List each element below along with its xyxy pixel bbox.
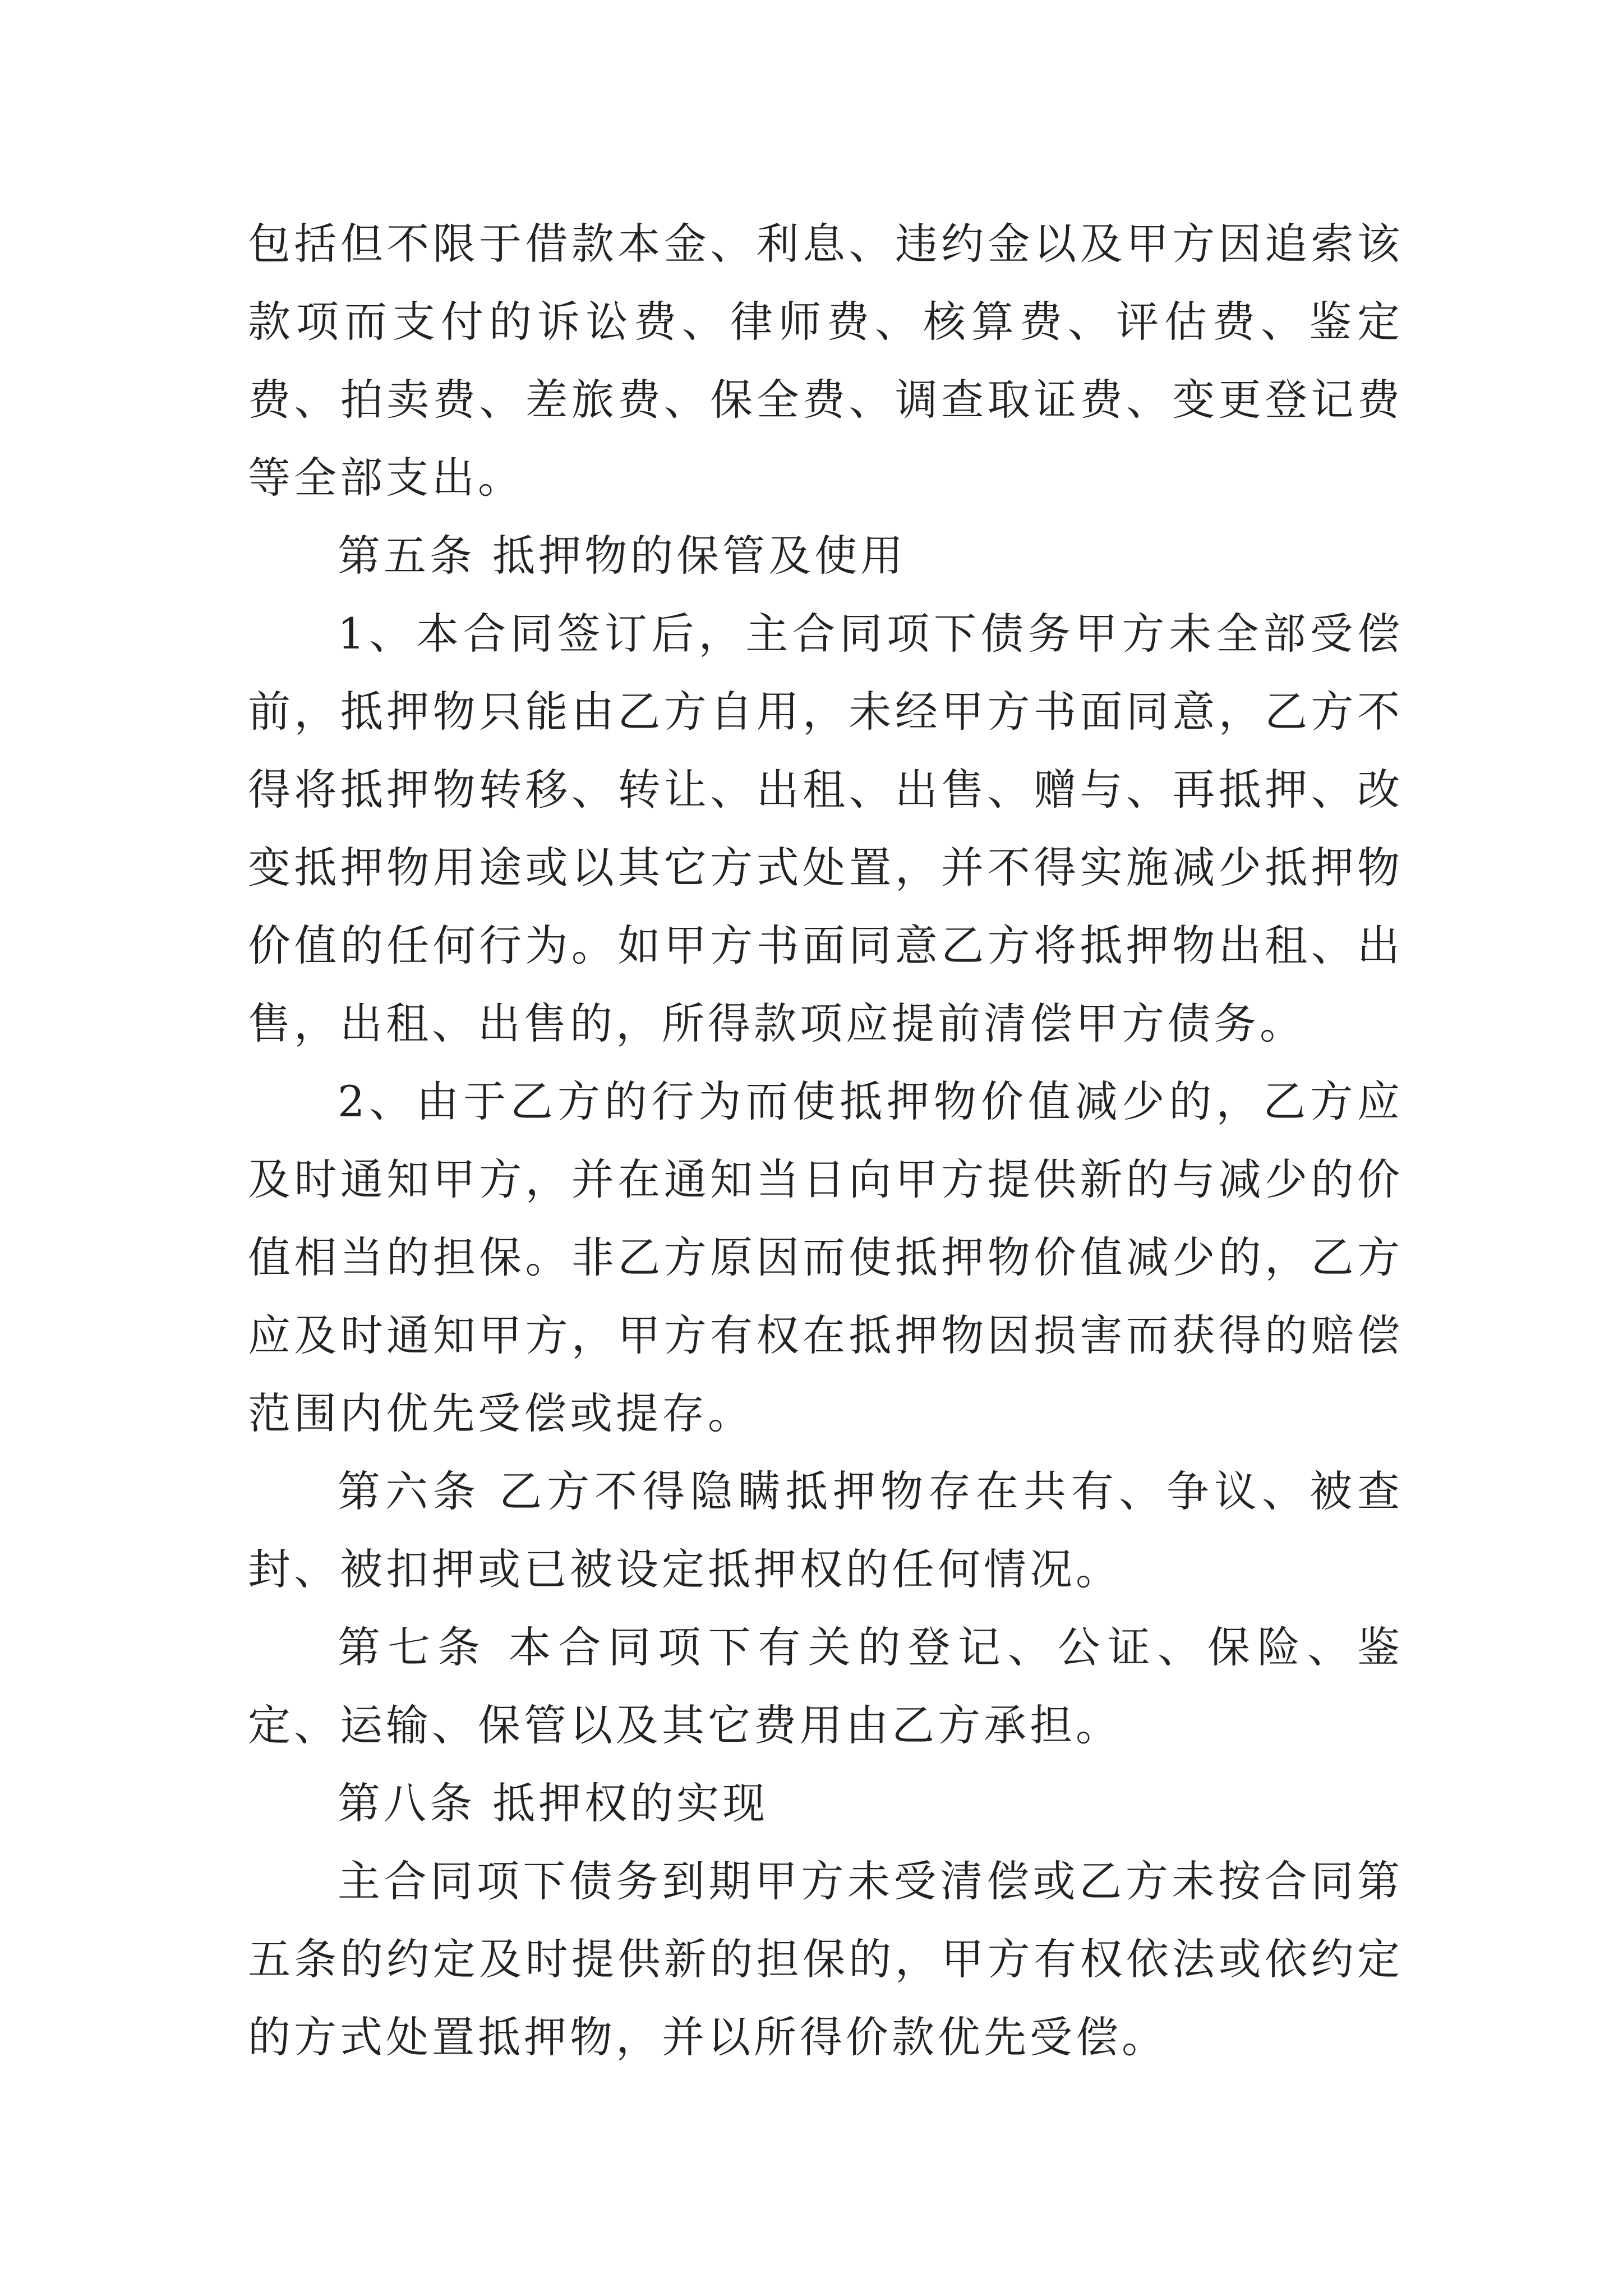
article-5-clause-2: 2、由于乙方的行为而使抵押物价值减少的，乙方应及时通知甲方，并在通知当日向甲方提供新的与减少的价值相当的担保。非乙方原因而使抵押物价值减少的，乙方应及时通知甲方，甲方有权在抵押物因损害而获得的赔偿范围内优先受偿或提存。 — [248, 1076, 1403, 1438]
article-8-clause: 主合同项下债务到期甲方未受清偿或乙方未按合同第五条的约定及时提供新的担保的，甲方有权依法或依约定的方式处置抵押物，并以所得价款优先受偿。 — [248, 1856, 1403, 2062]
article-6-clause: 第六条 乙方不得隐瞒抵押物存在共有、争议、被查封、被扣押或已被设定抵押权的任何情况。 — [248, 1466, 1403, 1594]
article-8-heading: 第八条 抵押权的实现 — [338, 1778, 769, 1828]
article-5-clause-1: 1、本合同签订后，主合同项下债务甲方未全部受偿前，抵押物只能由乙方自用，未经甲方书面同意，乙方不得将抵押物转移、转让、出租、出售、赠与、再抵押、改变抵押物用途或以其它方式处置，并不得实施减少抵押物价值的任何行为。如甲方书面同意乙方将抵押物出租、出售，出租、出售的，所得款项应提前清偿甲方债务。 — [248, 609, 1403, 1048]
article-7-clause: 第七条 本合同项下有关的登记、公证、保险、鉴定、运输、保管以及其它费用由乙方承担。 — [248, 1622, 1403, 1750]
article-5-heading: 第五条 抵押物的保管及使用 — [338, 531, 907, 581]
document-body — [248, 205, 1403, 2076]
paragraph-continuation: 包括但不限于借款本金、利息、违约金以及甲方因追索该款项而支付的诉讼费、律师费、核算费、评估费、鉴定费、拍卖费、差旅费、保全费、调查取证费、变更登记费等全部支出。 — [248, 219, 1403, 503]
